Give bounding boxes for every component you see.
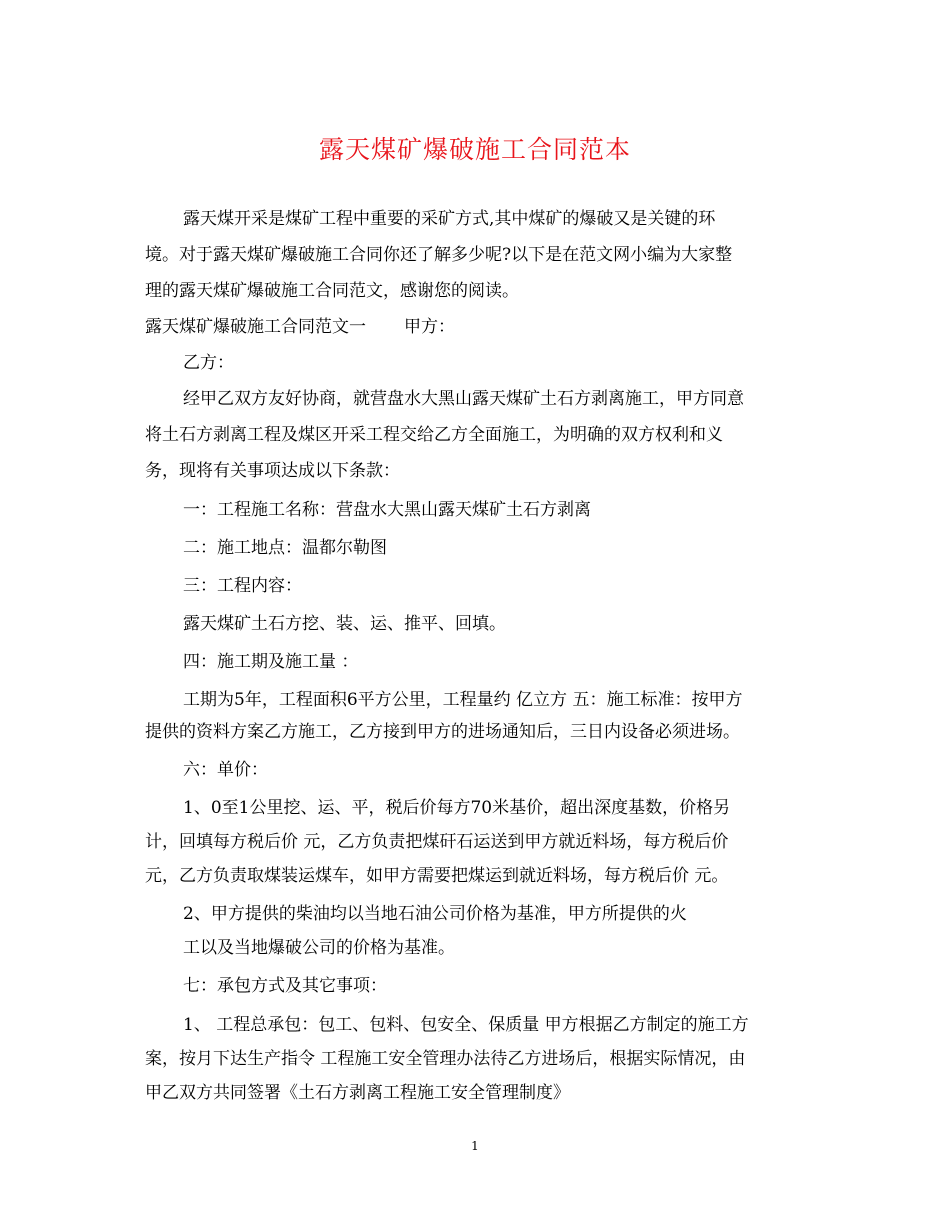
price-paragraph-1-line-1: 1、0至1公里挖、运、平，税后价每方70米基价，超出深度基数，价格另 [183,798,731,818]
contract-item-3: 三：工程内容： [183,576,302,596]
contract-item-3-detail: 露天煤矿土石方挖、装、运、推平、回填。 [183,614,506,634]
contract-item-2: 二：施工地点：温都尔勒图 [183,538,387,558]
contract-item-4-detail-line-2: 提供的资料方案乙方施工，乙方接到甲方的进场通知后，三日内设备必须进场。 [145,722,740,742]
page-number: 1 [471,1139,479,1153]
price-paragraph-1-line-2: 计，回填每方税后价 元，乙方负责把煤矸石运送到甲方就近料场，每方税后价 [145,832,729,852]
intro-paragraph-line-2: 境。对于露天煤矿爆破施工合同你还了解多少呢?以下是在范文网小编为大家整 [145,245,733,265]
contract-item-7: 七：承包方式及其它事项： [183,976,387,996]
contract-item-1: 一：工程施工名称：营盘水大黑山露天煤矿土石方剥离 [183,500,591,520]
contract-clause-1-line-2: 案，按月下达生产指令 工程施工安全管理办法待乙方进场后，根据实际情况，由 [145,1049,746,1069]
contract-clause-1-line-3: 甲乙双方共同签署《土石方剥离工程施工安全管理制度》 [145,1083,570,1103]
document-title: 露天煤矿爆破施工合同范本 [318,135,631,164]
agreement-paragraph-line-2: 将土石方剥离工程及煤区开采工程交给乙方全面施工，为明确的双方权利和义 [145,425,723,445]
intro-paragraph-line-1: 露天煤开采是煤矿工程中重要的采矿方式,其中煤矿的爆破又是关键的环 [183,209,716,229]
price-paragraph-2-line-2: 工以及当地爆破公司的价格为基准。 [183,938,455,958]
party-a-label: 甲方： [404,317,455,337]
contract-item-4: 四：施工期及施工量 ： [183,652,359,672]
section-heading: 露天煤矿爆破施工合同范文一 [145,317,366,337]
price-paragraph-1-line-3: 元，乙方负责取煤装运煤车，如甲方需要把煤运到就近料场，每方税后价 元。 [145,866,729,886]
intro-paragraph-line-3: 理的露天煤矿爆破施工合同范文，感谢您的阅读。 [145,281,519,301]
price-paragraph-2-line-1: 2、甲方提供的柴油均以当地石油公司价格为基准，甲方所提供的火 [183,904,687,924]
agreement-paragraph-line-3: 务，现将有关事项达成以下条款： [145,461,400,481]
agreement-paragraph-line-1: 经甲乙双方友好协商，就营盘水大黑山露天煤矿土石方剥离施工，甲方同意 [183,389,744,409]
party-b-label: 乙方： [183,353,234,373]
section-heading-line [145,314,815,340]
contract-item-6: 六：单价： [183,760,268,780]
contract-clause-1-line-1: 1、 工程总承包：包工、包料、包安全、保质量 甲方根据乙方制定的施工方 [183,1015,749,1035]
contract-item-4-detail-line-1: 工期为5年，工程面积6平方公里，工程量约 亿立方 五：施工标准：按甲方 [183,690,743,710]
